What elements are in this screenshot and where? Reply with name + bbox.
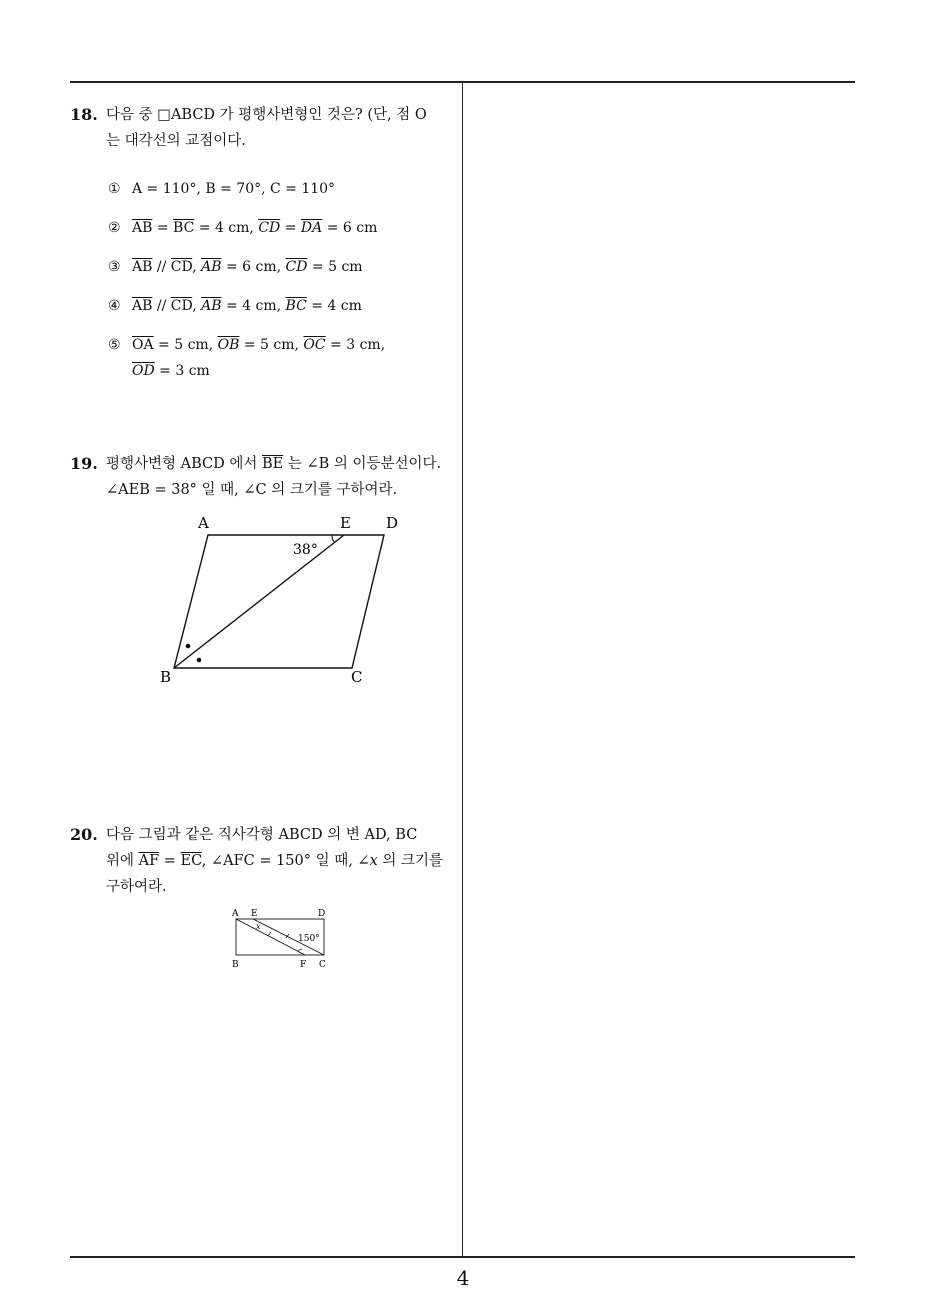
question-19 <box>70 451 458 503</box>
angle-dot <box>186 644 191 649</box>
option-mark: ③ <box>108 259 121 275</box>
tick-mark <box>268 932 271 936</box>
option-mark: ① <box>108 181 121 197</box>
label-e: E <box>251 909 258 919</box>
angle-arc <box>332 535 335 543</box>
label-c: C <box>319 960 326 970</box>
option-1[interactable] <box>108 176 335 202</box>
segment: $\overline{BE}$ <box>262 456 284 472</box>
stem-line <box>106 451 458 477</box>
option-text: = 6 cm <box>322 220 378 236</box>
angle-label: 38° <box>293 542 318 558</box>
label-d: D <box>386 514 399 532</box>
option-text: , <box>192 298 202 314</box>
segment: $\overline{CD}$ <box>170 298 193 314</box>
angle-label: 150° <box>298 934 320 944</box>
segment: $\overline{AF}$ <box>138 853 160 869</box>
stem-line: 다음 그림과 같은 직사각형 ABCD 의 변 AD, BC <box>106 827 418 843</box>
bottom-rule <box>70 1256 855 1258</box>
segment: $\overline{CD}$ <box>285 259 308 275</box>
stem-line: 다음 중 □ABCD 가 평행사변형인 것은? (단, 점 O <box>106 107 427 123</box>
option-text: = 4 cm, <box>194 220 259 236</box>
label-c: C <box>351 668 363 686</box>
option-text: = 4 cm, <box>221 298 286 314</box>
label-f: F <box>300 960 307 970</box>
label-e: E <box>340 514 351 532</box>
label-b: B <box>160 668 172 686</box>
page-number: 4 <box>456 1266 470 1290</box>
question-18 <box>70 102 458 154</box>
rectangle-figure <box>228 905 338 979</box>
option-text: = 6 cm, <box>221 259 286 275</box>
option-4[interactable] <box>108 293 362 319</box>
option-text: = 3 cm <box>154 363 210 379</box>
label-x: x <box>256 922 261 931</box>
option-text: , <box>192 259 202 275</box>
segment: $\overline{CD}$ <box>258 220 281 236</box>
label-b: B <box>232 960 239 970</box>
stem-text: 위에 <box>106 853 139 869</box>
segment: $\overline{OA}$ <box>132 337 154 353</box>
stem-line: ∠AEB = 38° 일 때, ∠C 의 크기를 구하여라. <box>106 482 398 498</box>
question-20 <box>70 822 458 900</box>
segment: $\overline{OC}$ <box>303 337 326 353</box>
option-text: = 4 cm <box>306 298 362 314</box>
option-text: A = 110°, B = 70°, C = 110° <box>132 181 336 197</box>
stem-text: 의 크기를 <box>377 853 444 869</box>
question-number: 18. <box>70 105 98 124</box>
question-number: 20. <box>70 825 98 844</box>
segment: $\overline{AB}$ <box>132 259 153 275</box>
option-mark: ② <box>108 220 121 236</box>
option-text: // <box>152 259 171 275</box>
stem-line: 는 대각선의 교점이다. <box>106 133 246 149</box>
option-5[interactable] <box>108 332 385 384</box>
option-mark: ⑤ <box>108 337 121 353</box>
option-text: // <box>152 298 171 314</box>
stem-text: , ∠AFC = 150° 일 때, ∠ <box>201 853 370 869</box>
label-d: D <box>318 909 326 919</box>
column-divider <box>462 82 463 1257</box>
option-text: = 5 cm <box>307 259 363 275</box>
stem-text: = <box>159 853 181 869</box>
angle-arc <box>298 949 302 951</box>
segment: $\overline{DA}$ <box>300 220 323 236</box>
segment: $\overline{AB}$ <box>132 298 153 314</box>
label-a: A <box>198 514 209 532</box>
question-stem <box>106 822 458 900</box>
segment: $\overline{EC}$ <box>180 853 202 869</box>
option-3[interactable] <box>108 254 363 280</box>
question-stem <box>106 451 458 503</box>
stem-line <box>106 848 458 874</box>
segment: $\overline{BC}$ <box>173 220 195 236</box>
segment-af <box>236 919 305 955</box>
option-2[interactable] <box>108 215 377 241</box>
stem-text: 평행사변형 ABCD 에서 <box>106 456 262 472</box>
bisector-be <box>174 535 344 668</box>
parallelogram-figure <box>150 510 410 694</box>
variable-x: x <box>369 853 378 869</box>
segment: $\overline{AB}$ <box>201 259 222 275</box>
segment: $\overline{CD}$ <box>170 259 193 275</box>
stem-text: 는 ∠B 의 이등분선이다. <box>283 456 442 472</box>
segment: $\overline{OD}$ <box>132 363 155 379</box>
segment: $\overline{AB}$ <box>201 298 222 314</box>
option-text: = 5 cm, <box>239 337 304 353</box>
option-text: = 3 cm, <box>325 337 386 353</box>
stem-line: 구하여라. <box>106 879 167 895</box>
option-text: = 5 cm, <box>153 337 218 353</box>
option-text: = <box>152 220 174 236</box>
parallelogram-outline <box>174 535 384 668</box>
segment: $\overline{OB}$ <box>217 337 240 353</box>
segment: $\overline{AB}$ <box>132 220 153 236</box>
question-number: 19. <box>70 454 98 473</box>
question-stem <box>106 102 458 154</box>
angle-dot <box>197 658 202 663</box>
label-a: A <box>232 909 239 919</box>
option-text: = <box>280 220 301 236</box>
option-mark: ④ <box>108 298 121 314</box>
segment: $\overline{BC}$ <box>285 298 307 314</box>
option-continuation <box>108 358 385 384</box>
